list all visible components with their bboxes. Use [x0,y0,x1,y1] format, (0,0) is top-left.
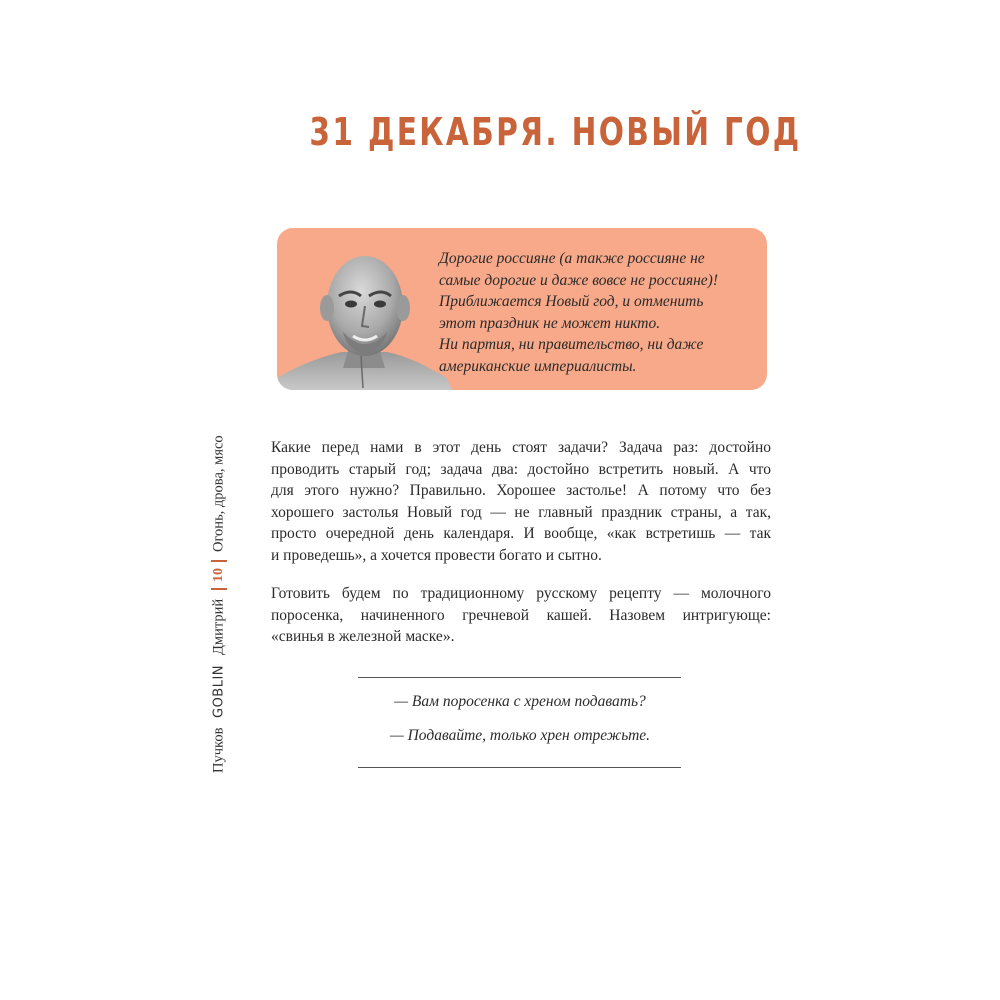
author-portrait [277,228,452,390]
text-line: Готовить будем по традиционному русскому рецепту — молочного [271,585,771,602]
chapter-title: 31 ДЕКАБРЯ. НОВЫЙ ГОД [309,110,802,154]
author-last-name: Пучков [210,727,227,773]
quote-line: Приближается Новый год, и отменить [439,293,704,310]
page-number: 10 [211,560,227,590]
book-title: Огонь, дрова, мясо [210,435,227,553]
quote-line: Дорогие россияне (а также россияне не [439,250,705,267]
text-line: «свинья в железной маске». [271,628,455,645]
dialog-line: — Подавайте, только хрен отрежьте. [389,727,651,744]
text-line: просто очередной день календаря. И вообще, «как встретишь — так [271,525,771,542]
divider-bottom [358,767,681,768]
text-line: поросенка, начиненного гречневой кашей. Назовем интригующе: [271,606,771,624]
text-line: и проведешь», а хочется провести богато и сытно. [271,546,602,564]
dialog-line: — Вам поросенка с хреном подавать? [394,693,646,710]
quote-line: Ни партия, ни правительство, ни даже [439,336,704,353]
author-nickname: GOBLIN [211,664,227,718]
text-line: Какие перед нами в этот день стоят задачи? Задача раз: достойно [271,439,771,456]
quote-box [277,228,767,390]
author-first-name: Дмитрий [210,598,227,655]
text-line: хорошего застолья Новый год — не главный праздник страны, а так, [271,503,771,521]
divider-top [358,677,681,678]
text-line: для этого нужно? Правильно. Хорошее застолье! А потому что без [271,482,771,499]
quote-line: самые дорогие и даже вовсе не россияне)! [439,271,718,289]
quote-text [439,248,757,377]
running-header [205,408,233,773]
paragraph [271,437,771,566]
text-line: проводить старый год; задача два: достойно встретить новый. А что [271,460,771,478]
quote-line: американские империалисты. [439,357,637,375]
paragraph [271,583,771,648]
body-text [271,437,771,665]
quote-line: этот праздник не может никто. [439,314,661,332]
